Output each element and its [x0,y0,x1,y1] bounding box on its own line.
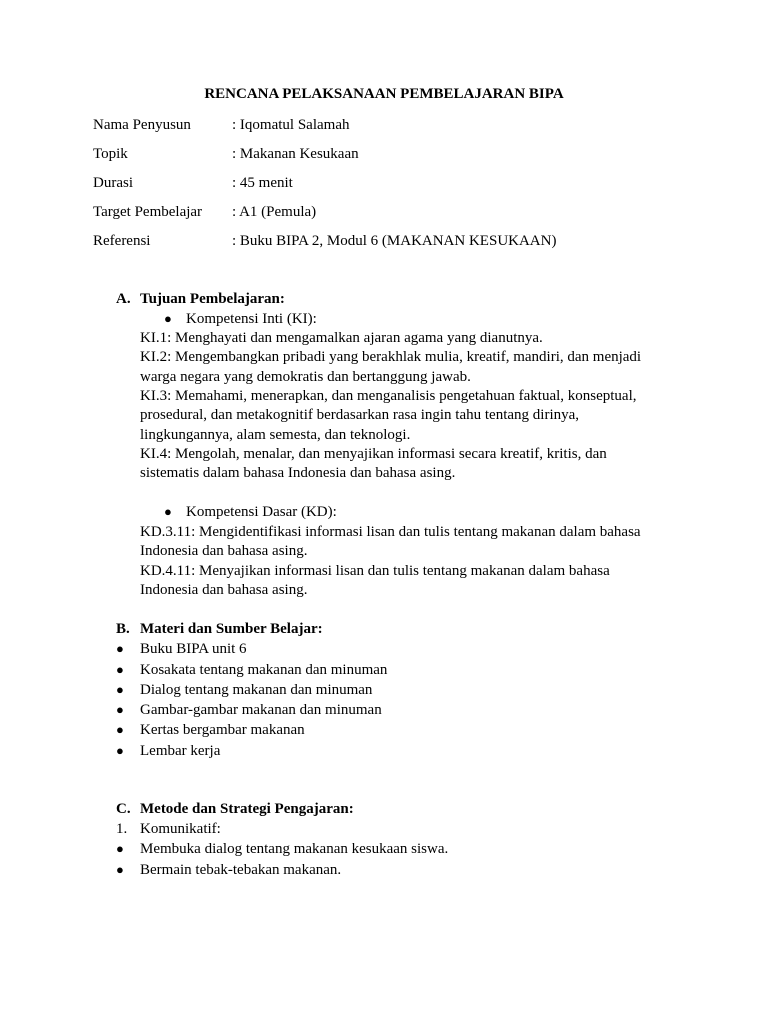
bullet-icon: ● [116,682,124,697]
list-item [116,860,516,880]
list-item [116,700,516,720]
list-item [116,660,516,680]
list-item [116,839,516,859]
kd-title: Kompetensi Dasar (KD): [186,504,337,520]
section-title: Materi dan Sumber Belajar: [140,621,323,637]
ki-line: KI.1: Menghayati dan mengamalkan ajaran agama yang dianutnya. [140,330,543,346]
section-title: Tujuan Pembelajaran: [140,291,285,307]
section-marker: B. [116,621,130,637]
section-marker: C. [116,801,131,817]
info-label: Nama Penyusun [93,117,191,133]
bullet-icon: ● [116,662,124,677]
kd-line: Indonesia dan bahasa asing. [140,543,308,559]
ki-line: warga negara yang demokratis dan bertanggung jawab. [140,369,471,385]
bullet-icon: ● [164,504,172,519]
numbered-item-text: Komunikatif: [140,821,221,837]
ki-subheading [164,309,464,329]
bullet-icon: ● [116,841,124,856]
ki-title: Kompetensi Inti (KI): [186,311,317,327]
ki-line: KI.2: Mengembangkan pribadi yang berakhlak mulia, kreatif, mandiri, dan menjadi [140,349,642,365]
list-item-text: Dialog tentang makanan dan minuman [140,682,373,698]
bullet-icon: ● [116,862,124,877]
info-label: Target Pembelajar [93,204,203,220]
info-label: Referensi [93,233,151,249]
info-label: Topik [93,146,128,162]
info-value: : Iqomatul Salamah [232,117,350,133]
list-item [116,680,516,700]
list-item-text: Kertas bergambar makanan [140,722,305,738]
section-title: Metode dan Strategi Pengajaran: [140,801,354,817]
bullet-icon: ● [116,722,124,737]
numbered-item [116,819,516,839]
section-c-heading [116,799,516,819]
kd-subheading [164,502,464,522]
ki-line: lingkungannya, alam semesta, dan teknologi. [140,427,411,443]
list-item-text: Membuka dialog tentang makanan kesukaan siswa. [140,841,449,857]
ki-line: prosedural, dan metakognitif berdasarkan rasa ingin tahu tentang dirinya, [140,407,580,423]
bullet-icon: ● [164,311,172,326]
list-item-text: Bermain tebak-tebakan makanan. [140,862,342,878]
document-title: RENCANA PELAKSANAAN PEMBELAJARAN BIPA [204,86,564,102]
kd-line: Indonesia dan bahasa asing. [140,582,308,598]
ki-line: sistematis dalam bahasa Indonesia dan bahasa asing. [140,465,456,481]
ki-line: KI.3: Memahami, menerapkan, dan menganalisis pengetahuan faktual, konseptual, [140,388,637,404]
number-marker: 1. [116,821,128,837]
bullet-icon: ● [116,743,124,758]
kd-line: KD.4.11: Menyajikan informasi lisan dan tulis tentang makanan dalam bahasa [140,563,610,579]
list-item-text: Buku BIPA unit 6 [140,641,247,657]
info-value: : Makanan Kesukaan [232,146,359,162]
info-value: : 45 menit [232,175,293,191]
info-label: Durasi [93,175,133,191]
info-value: : A1 (Pemula) [232,204,317,220]
info-value: : Buku BIPA 2, Modul 6 (MAKANAN KESUKAAN) [232,233,557,249]
section-marker: A. [116,291,131,307]
section-a-heading [116,289,516,309]
bullet-icon: ● [116,641,124,656]
list-item-text: Lembar kerja [140,743,221,759]
list-item [116,720,516,740]
list-item-text: Kosakata tentang makanan dan minuman [140,662,388,678]
bullet-icon: ● [116,702,124,717]
kd-line: KD.3.11: Mengidentifikasi informasi lisan dan tulis tentang makanan dalam bahasa [140,524,641,540]
list-item [116,741,516,761]
ki-line: KI.4: Mengolah, menalar, dan menyajikan informasi secara kreatif, kritis, dan [140,446,607,462]
list-item-text: Gambar-gambar makanan dan minuman [140,702,382,718]
section-b-heading [116,619,516,639]
list-item [116,639,516,659]
